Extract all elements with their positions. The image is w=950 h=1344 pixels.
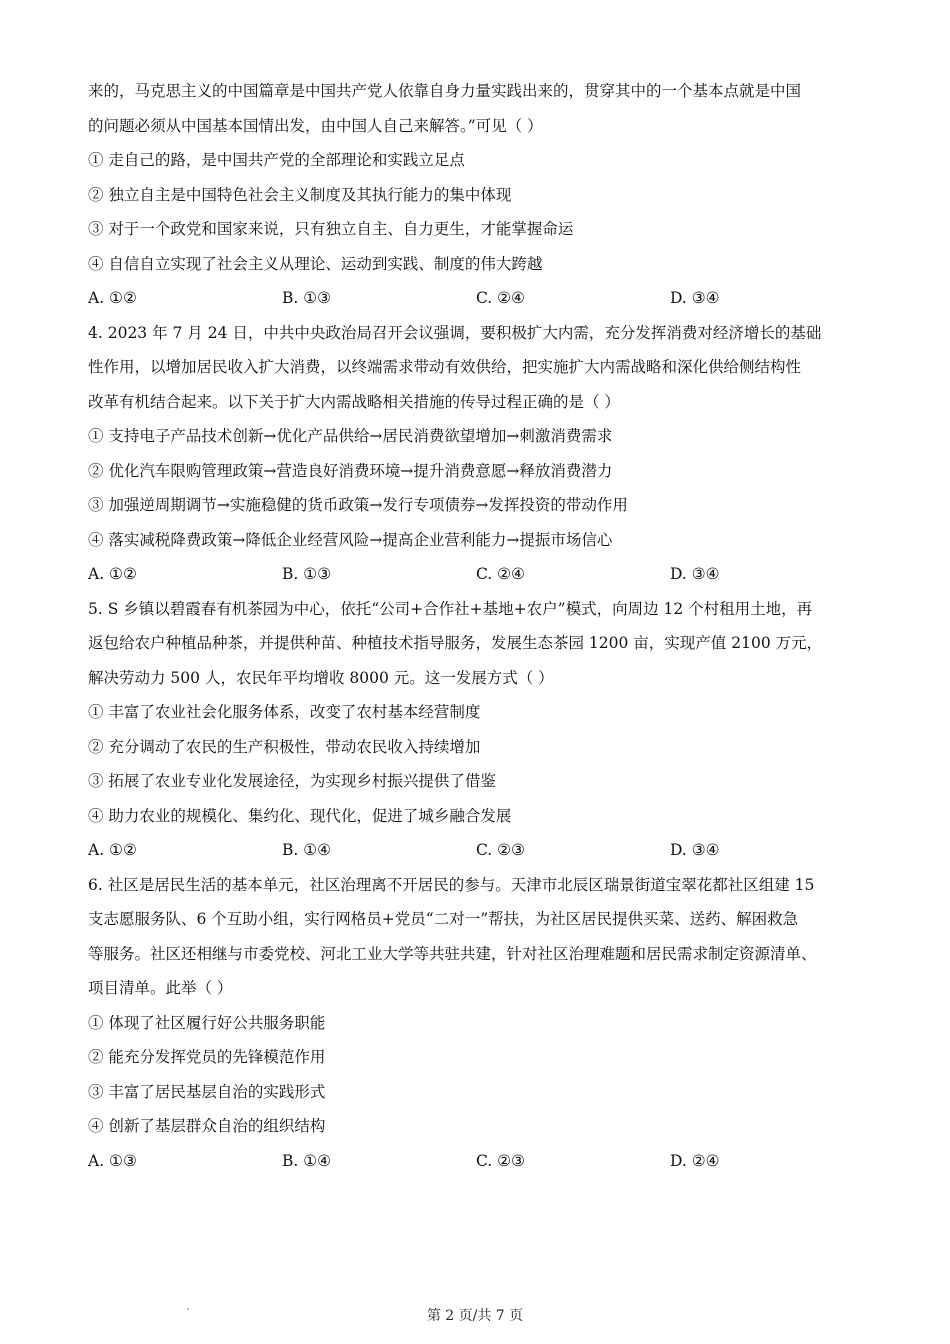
choice-b: B. ①③: [282, 289, 332, 307]
question-3-stem-line: 的问题必须从中国基本国情出发，由中国人自己来解答。”可见（ ）: [88, 116, 543, 135]
question-5-option-4: ④ 助力农业的规模化、集约化、现代化，促进了城乡融合发展: [88, 806, 512, 825]
question-4-option-4: ④ 落实减税降费政策→降低企业经营风险→提高企业营利能力→提振市场信心: [88, 530, 613, 549]
question-6-option-3: ③ 丰富了居民基层自治的实践形式: [88, 1082, 326, 1101]
question-6-stem-line: 支志愿服务队、6 个互助小组，实行网格员+党员“二对一”帮扶，为社区居民提供买菜、送药、解困救急: [88, 910, 799, 928]
question-6-option-2: ② 能充分发挥党员的先锋模范作用: [88, 1048, 326, 1066]
choice-d: D. ③④: [670, 289, 720, 307]
question-6-option-1: ① 体现了社区履行好公共服务职能: [88, 1013, 326, 1032]
choice-b: B. ①③: [282, 565, 332, 583]
question-4-option-2: ② 优化汽车限购管理政策→营造良好消费环境→提升消费意愿→释放消费潜力: [88, 461, 613, 480]
question-4-stem-line: 改革有机结合起来。以下关于扩大内需战略相关措施的传导过程正确的是（ ）: [88, 392, 620, 411]
choice-b: B. ①④: [282, 841, 332, 859]
page-number: 第 2 页/共 7 页: [426, 1308, 524, 1324]
question-6-stem-line: 等服务。社区还相继与市委党校、河北工业大学等共驻共建，针对社区治理难题和居民需求制定资源清单、: [88, 944, 817, 963]
choice-c: C. ②④: [476, 289, 525, 307]
question-3-choices: [88, 281, 878, 316]
choice-d: D. ②④: [670, 1151, 720, 1170]
question-6-option-4: ④ 创新了基层群众自治的组织结构: [88, 1117, 326, 1135]
question-6-stem-line: 项目清单。此举（ ）: [88, 979, 233, 997]
question-4-stem-line: 性作用，以增加居民收入扩大消费，以终端需求带动有效供给，把实施扩大内需战略和深化供给侧结构性: [88, 358, 802, 376]
question-5-option-1: ① 丰富了农业社会化服务体系，改变了农村基本经营制度: [88, 703, 481, 721]
question-5-stem-line: 返包给农户种植品种茶，并提供种苗、种植技术指导服务，发展生态茶园 1200 亩，实现产值 2100 万元，: [88, 634, 823, 652]
question-5: [88, 592, 878, 868]
question-5-choices: [88, 833, 878, 868]
question-6-choices: [88, 1144, 878, 1179]
question-4-stem-line: 4. 2023 年 7 月 24 日，中共中央政治局召开会议强调，要积极扩大内需，充分发挥消费对经济增长的基础: [88, 323, 822, 342]
question-5-stem-line: 解决劳动力 500 人，农民年平均增收 8000 元。这一发展方式（ ）: [88, 668, 554, 687]
question-3-stem-line: 来的，马克思主义的中国篇章是中国共产党人依靠自身力量实践出来的，贯穿其中的一个基本点就是中国: [88, 82, 802, 100]
choice-a: A. ①②: [88, 289, 137, 307]
question-3-option-4: ④ 自信自立实现了社会主义从理论、运动到实践、制度的伟大跨越: [88, 254, 543, 273]
choice-c: C. ②③: [476, 1151, 525, 1170]
question-6-stem-line: 6. 社区是居民生活的基本单元，社区治理离不开居民的参与。天津市北辰区瑞景街道宝翠花都社区组建 15: [88, 875, 815, 894]
question-4: [88, 316, 878, 592]
choice-a: A. ①②: [88, 565, 137, 583]
choice-d: D. ③④: [670, 841, 720, 859]
exam-page: [88, 74, 878, 1178]
choice-a: A. ①③: [88, 1151, 137, 1170]
question-4-option-3: ③ 加强逆周期调节→实施稳健的货币政策→发行专项债券→发挥投资的带动作用: [88, 496, 628, 514]
question-3-option-1: ① 走自己的路，是中国共产党的全部理论和实践立足点: [88, 151, 465, 169]
question-6: [88, 868, 878, 1179]
question-5-stem-line: 5. S 乡镇以碧霞春有机茶园为中心，依托“公司+合作社+基地+农户”模式，向周边 12 个村租用土地，再: [88, 599, 813, 618]
choice-c: C. ②③: [476, 841, 525, 859]
choice-a: A. ①②: [88, 841, 137, 859]
question-4-option-1: ① 支持电子产品技术创新→优化产品供给→居民消费欲望增加→刺激消费需求: [88, 427, 613, 445]
choice-d: D. ③④: [670, 565, 720, 583]
question-4-choices: [88, 557, 878, 592]
question-3-option-3: ③ 对于一个政党和国家来说，只有独立自主、自力更生，才能掌握命运: [88, 220, 574, 238]
question-3-option-2: ② 独立自主是中国特色社会主义制度及其执行能力的集中体现: [88, 185, 512, 204]
question-3: [88, 74, 878, 316]
choice-b: B. ①④: [282, 1151, 332, 1170]
question-5-option-2: ② 充分调动了农民的生产积极性，带动农民收入持续增加: [88, 737, 481, 756]
choice-c: C. ②④: [476, 565, 525, 583]
question-5-option-3: ③ 拓展了农业专业化发展途径，为实现乡村振兴提供了借鉴: [88, 772, 496, 790]
